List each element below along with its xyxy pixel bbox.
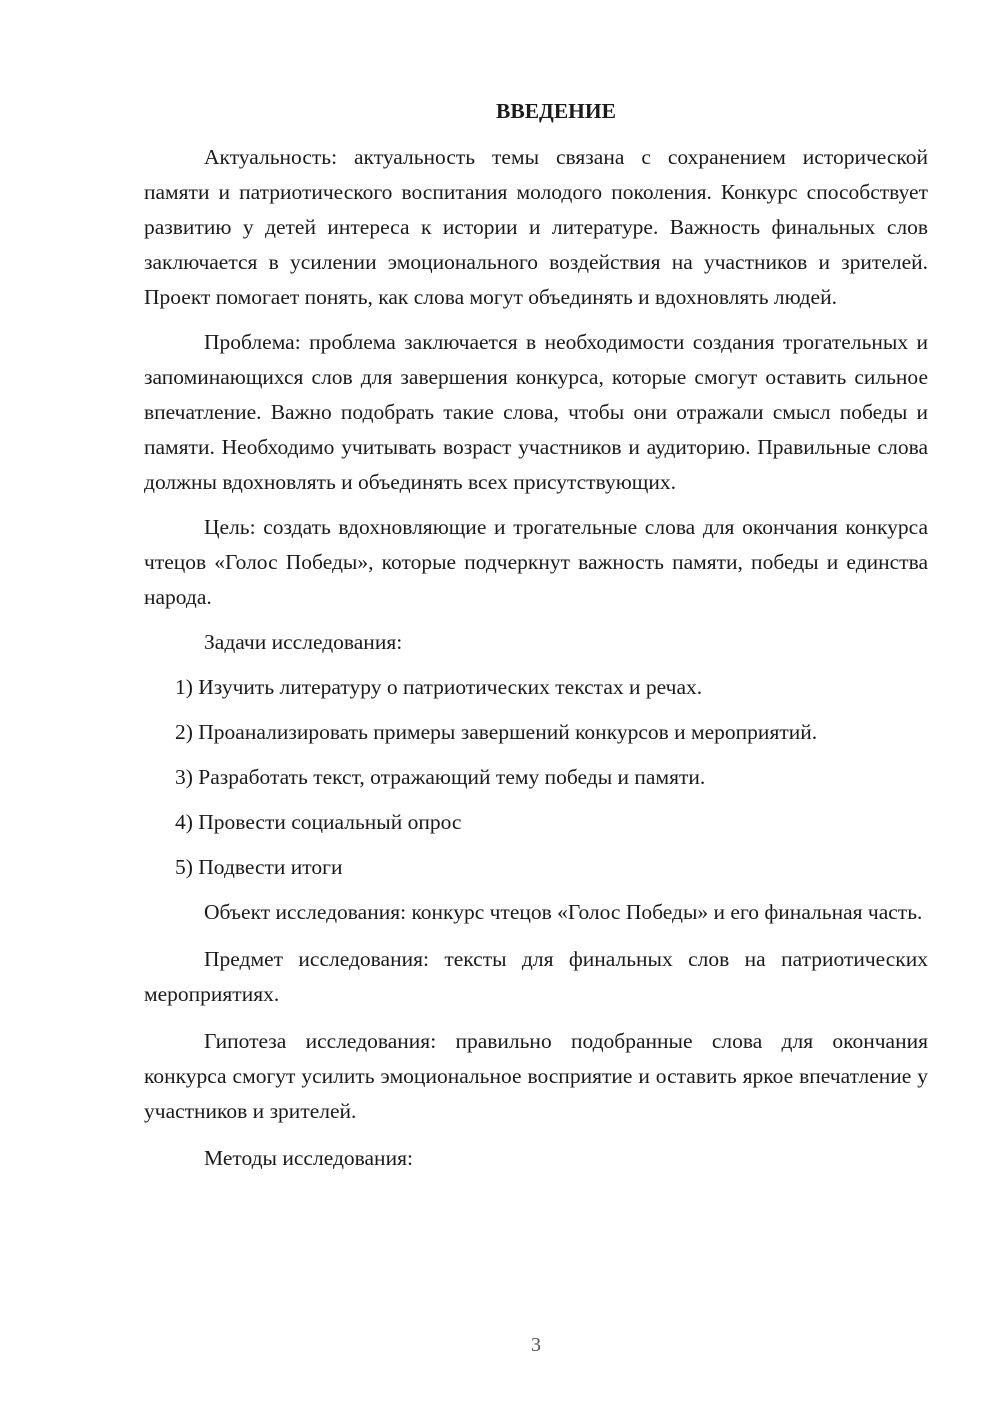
list-item: 3) Разработать текст, отражающий тему победы и памяти.	[175, 765, 706, 789]
document-page	[144, 96, 928, 1186]
paragraph-subject: Предмет исследования: тексты для финальных слов на патриотических мероприятиях.	[144, 947, 928, 1006]
paragraph-goal: Цель: создать вдохновляющие и трогательные слова для окончания конкурса чтецов «Голос Победы», которые подчеркнут важность памяти, победы и единства народа.	[144, 515, 928, 609]
page-number: 3	[531, 1334, 541, 1356]
section-title: ВВЕДЕНИЕ	[496, 99, 616, 123]
list-item: 1) Изучить литературу о патриотических текстах и речах.	[175, 675, 703, 699]
list-item: 5) Подвести итоги	[175, 855, 343, 879]
paragraph-problem: Проблема: проблема заключается в необходимости создания трогательных и запоминающихся слов для завершения конкурса, которые смогут оставить сильное впечатление. Важно подобрать такие слова, чтобы они отражали смысл победы и памяти. Необходимо учитывать возраст участников и аудиторию. Правильные слова должны вдохновлять и объединять всех присутствующих.	[144, 330, 928, 494]
tasks-list	[144, 670, 928, 885]
paragraph-tasks-heading: Задачи исследования:	[204, 630, 403, 654]
paragraph-relevance: Актуальность: актуальность темы связана с сохранением исторической памяти и патриотического воспитания молодого поколения. Конкурс способствует развитию у детей интереса к истории и литературе. Важность финальных слов заключается в усилении эмоционального воздействия на участников и зрителей. Проект помогает понять, как слова могут объединять и вдохновлять людей.	[144, 145, 928, 309]
paragraph-object: Объект исследования: конкурс чтецов «Голос Победы» и его финальная часть.	[204, 900, 923, 924]
list-item: 2) Проанализировать примеры завершений конкурсов и мероприятий.	[175, 720, 818, 744]
list-item: 4) Провести социальный опрос	[175, 810, 462, 834]
paragraph-hypothesis: Гипотеза исследования: правильно подобранные слова для окончания конкурса смогут усилить эмоциональное восприятие и оставить яркое впечатление у участников и зрителей.	[144, 1029, 928, 1123]
paragraph-methods-heading: Методы исследования:	[204, 1146, 413, 1170]
